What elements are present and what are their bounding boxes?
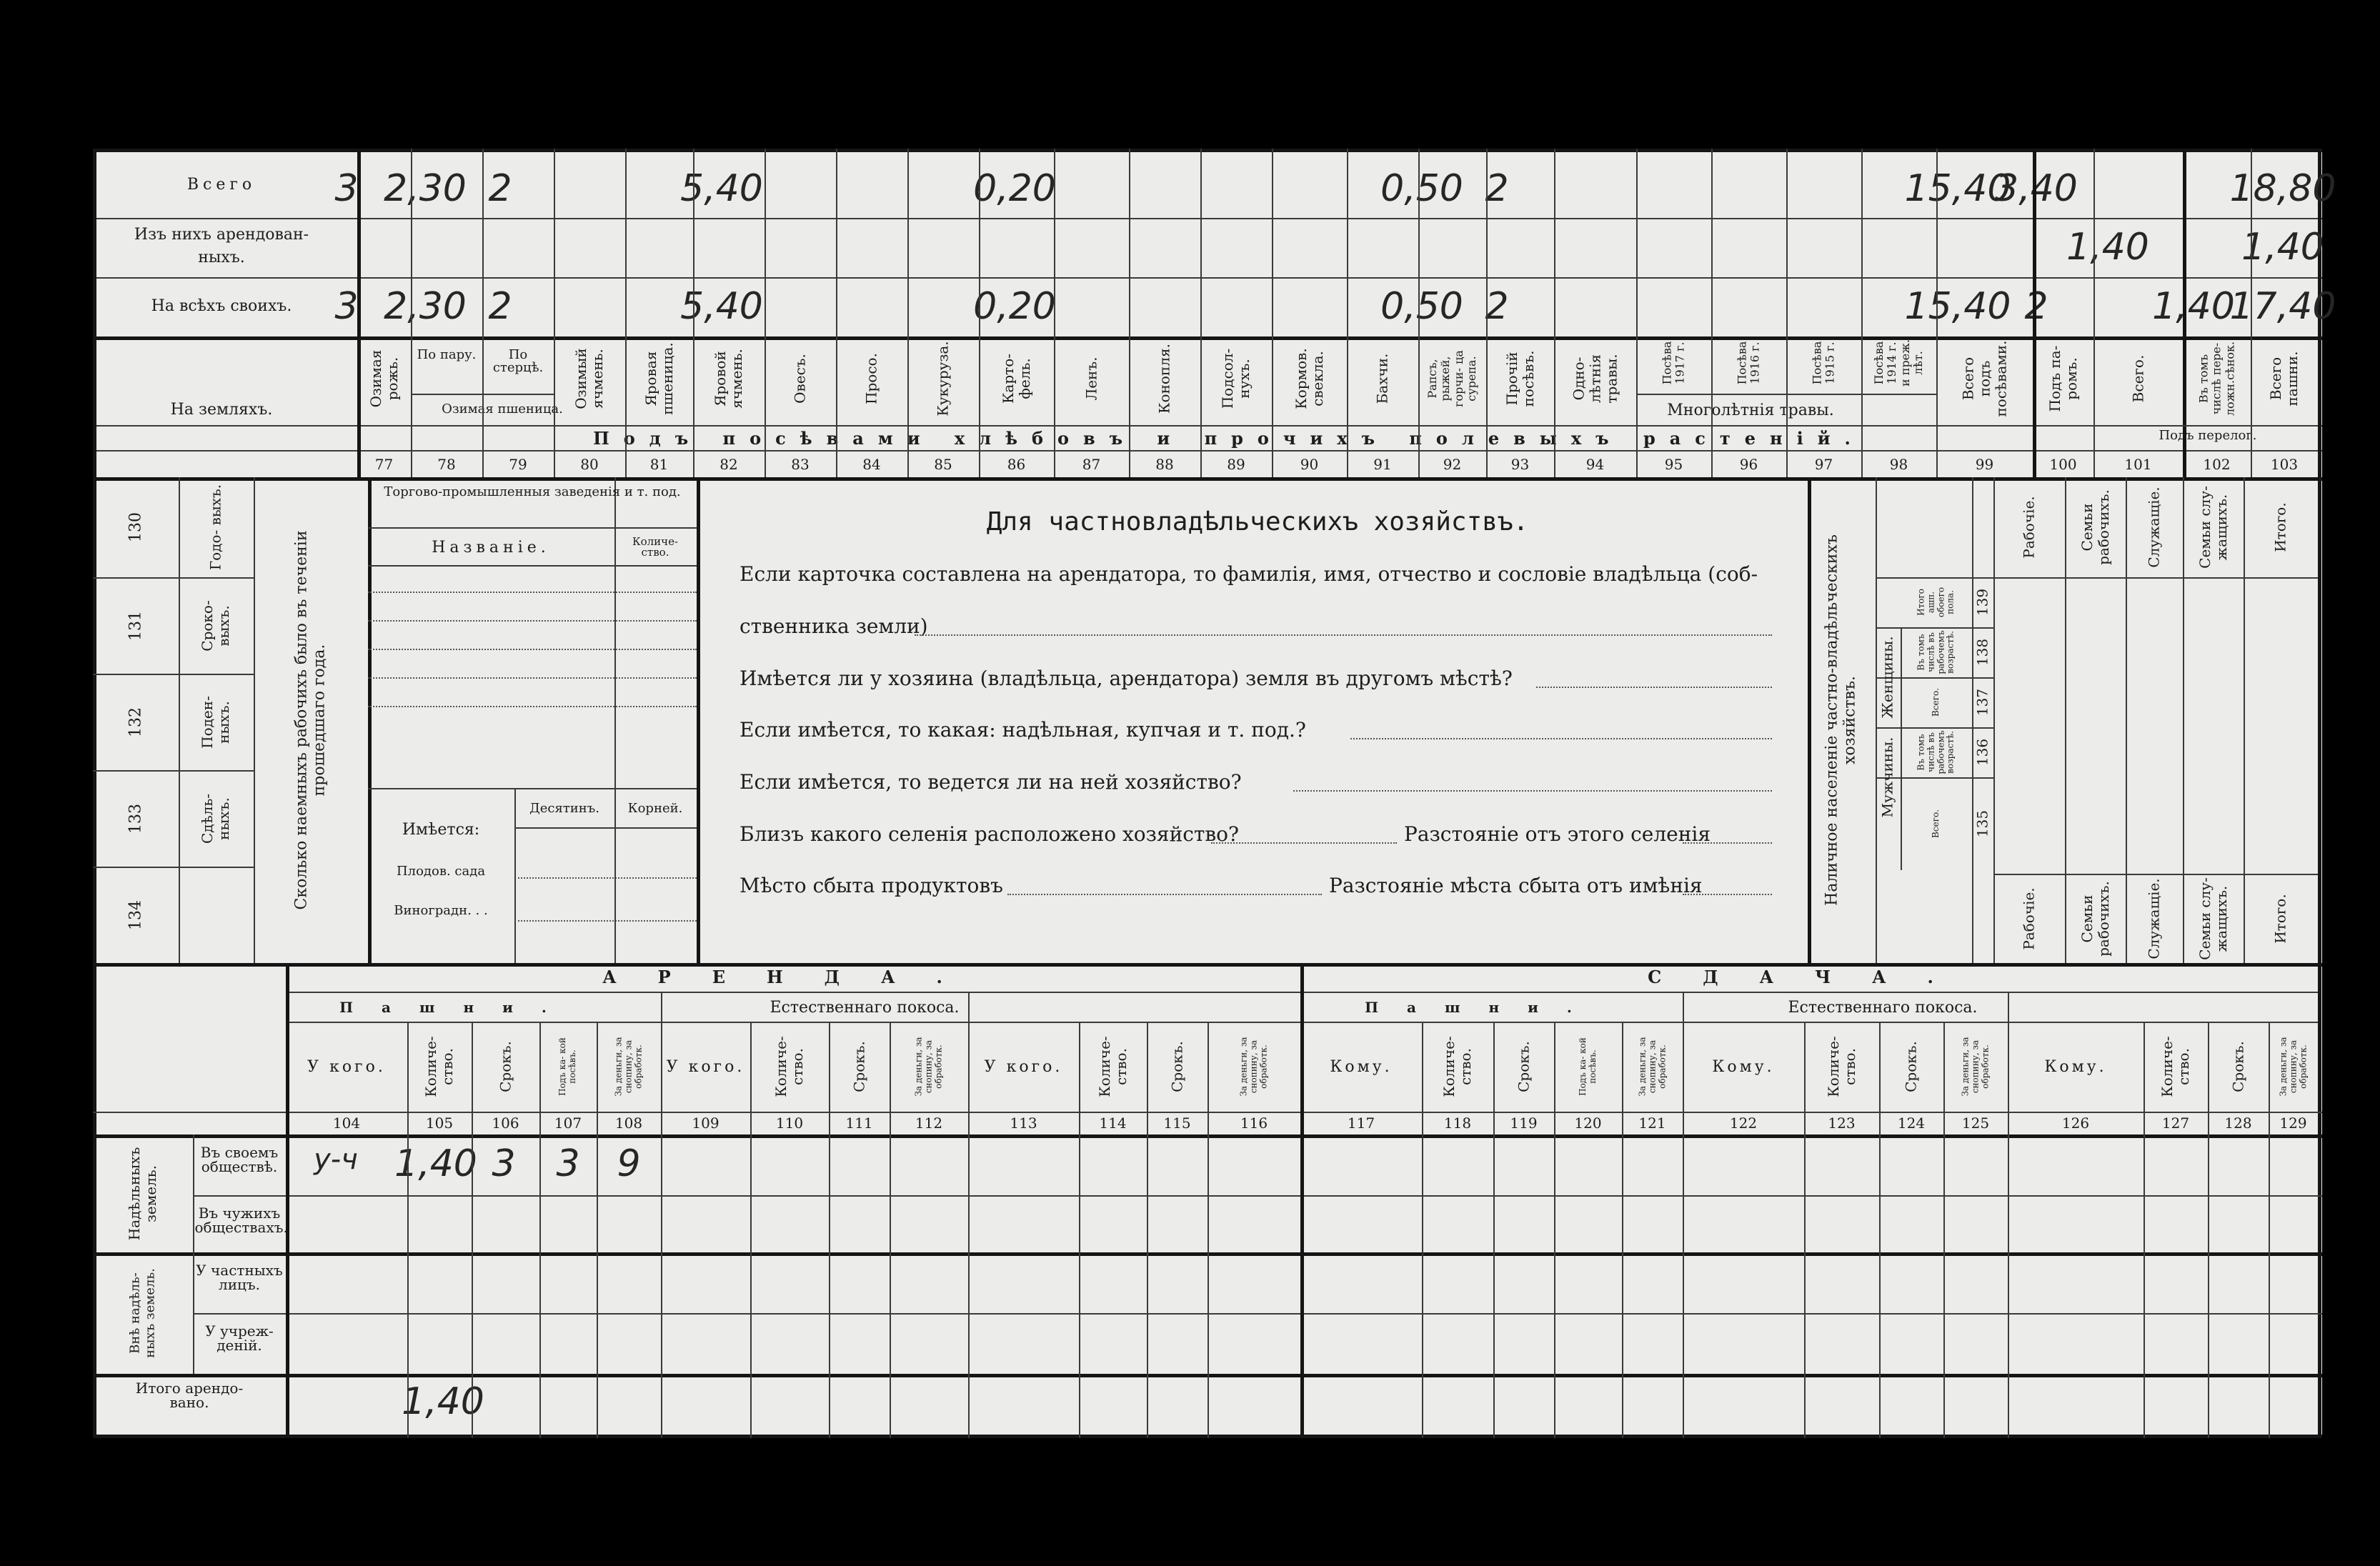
bottom-col-num-126: 126	[2061, 1114, 2090, 1132]
hw-vsego-86: 0,20	[973, 167, 1056, 210]
vineyard-label: Виноградн. . .	[394, 903, 488, 918]
form-line-7: Мѣсто сбыта продуктовъ	[740, 874, 1003, 897]
top-col-num-101: 101	[2124, 456, 2152, 473]
hw-svoih-86: 0,20	[973, 285, 1056, 328]
garden-label: Плодов. сада	[396, 864, 486, 879]
bottom-col-label-110: Количе- ство.	[772, 1036, 806, 1097]
right-col-top-0: Рабочiе.	[2020, 496, 2038, 559]
bottom-col-num-120: 120	[1574, 1114, 1602, 1132]
bottom-col-label-107: Подъ ка- кой посѣвъ.	[557, 1037, 577, 1096]
has-label: Имѣется:	[402, 821, 480, 839]
desyatin-header: Десятинъ.	[529, 801, 599, 816]
top-col-label-90: Кормов. свекла.	[1292, 348, 1326, 409]
bottom-col-num-105: 105	[425, 1114, 454, 1132]
row-label-arendovannyh: Изъ нихъ арендован-	[134, 226, 309, 244]
group-ozimaya-pshenica: Озимая пшеница.	[442, 402, 563, 417]
top-col-label-81: Яровая пшеница.	[642, 342, 676, 415]
worker-num-132: 132	[126, 707, 145, 737]
row-label-arendovannyh-2: ныхъ.	[198, 249, 245, 266]
worker-num-134: 134	[126, 899, 145, 930]
bottom-col-num-114: 114	[1099, 1114, 1127, 1132]
bottom-col-label-128: Срокъ.	[2229, 1041, 2246, 1092]
top-col-num-99: 99	[1975, 456, 1994, 473]
hw-svoih-93: 2	[1485, 285, 1509, 328]
presence-title: Наличное населенiе частно-владѣльческихъ хозяйствъ.	[1823, 534, 1859, 906]
nadel-label: Надѣльныхъ земель.	[126, 1147, 159, 1241]
hw-rent-kolvo: 1,40	[394, 1142, 477, 1185]
presence-label-138: Въ томъ числѣ въ рабочемъ возрастѣ.	[1916, 630, 1956, 674]
top-col-label-93: Прочiй посѣвъ.	[1503, 350, 1537, 407]
top-col-label-95: Посѣва 1917 г.	[1660, 341, 1687, 385]
presence-label-136: Въ томъ числѣ въ рабочемъ возрастѣ.	[1916, 730, 1956, 774]
form-line-1: Если карточка составлена на арендатора, то фамилiя, имя, отчество и сословiе владѣльца (соб-	[740, 562, 1758, 586]
top-col-label-79: По стерцѣ.	[492, 347, 544, 375]
top-col-num-94: 94	[1585, 456, 1605, 473]
top-col-label-89: Подсол- нухъ.	[1219, 348, 1253, 409]
bottom-col-num-113: 113	[1010, 1114, 1037, 1132]
top-col-num-95: 95	[1664, 456, 1683, 473]
hw-svoih-100: 2	[2024, 285, 2048, 328]
bottom-col-label-104: У кого.	[307, 1058, 386, 1076]
top-col-num-88: 88	[1155, 456, 1174, 473]
hw-svoih-77: 3	[334, 285, 359, 328]
top-col-num-78: 78	[437, 456, 456, 473]
bottom-col-num-106: 106	[492, 1114, 519, 1132]
top-col-num-77: 77	[374, 456, 394, 473]
bottom-col-label-106: Срокъ.	[497, 1041, 514, 1092]
presence-label-137: Всего.	[1931, 688, 1941, 717]
bottom-col-num-125: 125	[1961, 1114, 1990, 1132]
hw-svoih-99: 15,40	[1904, 285, 2011, 328]
form-line-6: Близъ какого селенiя расположено хозяйство?	[740, 822, 1240, 846]
hw-vsego-99: 15,40	[1904, 167, 2011, 210]
top-col-num-81: 81	[649, 456, 669, 473]
bottom-col-num-123: 123	[1828, 1114, 1856, 1132]
bottom-col-num-129: 129	[2279, 1114, 2307, 1132]
presence-num-136: 136	[1973, 738, 1991, 767]
bottom-col-num-121: 121	[1638, 1114, 1666, 1132]
bottom-col-label-122: Кому.	[1712, 1058, 1775, 1076]
top-col-num-92: 92	[1443, 456, 1462, 473]
hw-svoih-102: 1,40	[2152, 285, 2235, 328]
hw-vsego-82: 5,40	[680, 167, 763, 210]
top-col-label-91: Бахчи.	[1373, 353, 1391, 404]
right-col-top-3: Семьи слу- жащихъ.	[2196, 486, 2230, 569]
form-line-7b: Разстоянiе мѣста сбыта отъ имѣнiя	[1329, 874, 1703, 897]
form-line-2: ственника земли)	[740, 614, 928, 638]
top-col-label-100: Подъ па- ромъ.	[2046, 345, 2080, 412]
top-col-num-79: 79	[509, 456, 527, 473]
top-col-num-84: 84	[862, 456, 881, 473]
bottom-col-label-121: За деньги, за снопину, за обработк.	[1636, 1037, 1667, 1097]
bottom-col-num-124: 124	[1897, 1114, 1926, 1132]
presence-num-135: 135	[1973, 809, 1991, 838]
worker-label-130: Годо- выхъ.	[206, 484, 224, 571]
top-col-label-85: Кукуруза.	[934, 341, 952, 417]
arenda-pokos: Естественнаго покоса.	[770, 999, 960, 1017]
trade-count-header: Количе- ство.	[632, 535, 679, 559]
presence-num-139: 139	[1973, 588, 1991, 617]
trade-title: Торгово-промышленныя заведенiя и т. под.	[384, 484, 681, 499]
top-col-num-87: 87	[1082, 456, 1101, 473]
top-col-label-86: Карто- фель.	[999, 353, 1033, 404]
top-col-label-101: Всего.	[2129, 354, 2146, 403]
top-col-num-86: 86	[1007, 456, 1026, 473]
right-col-top-1: Семьи рабочихъ.	[2078, 489, 2112, 565]
women-label: Женщины.	[1878, 636, 1896, 719]
form-title: Для частновладѣльческихъ хозяйствъ.	[986, 507, 1529, 537]
top-col-num-98: 98	[1889, 456, 1908, 473]
sdacha-pokos: Естественнаго покоса.	[1788, 999, 1978, 1017]
census-card	[93, 149, 2336, 1438]
top-col-label-77: Озимая рожь.	[367, 349, 401, 408]
bottom-col-num-116: 116	[1240, 1114, 1268, 1132]
bottom-col-num-122: 122	[1729, 1114, 1758, 1132]
top-col-num-100: 100	[2049, 456, 2077, 473]
hw-vsego-92: 0,50	[1380, 167, 1463, 210]
hw-rent-obrab: 9	[617, 1142, 641, 1185]
hw-rent-kogo: у-ч	[314, 1143, 358, 1176]
top-col-label-103: Всего пашни.	[2267, 351, 2301, 407]
right-col-top-2: Служащiе.	[2145, 487, 2163, 568]
top-col-label-82: Яровой ячмень.	[712, 349, 745, 409]
top-col-label-88: Конопля.	[1155, 344, 1173, 414]
bottom-col-label-118: Количе- ство.	[1440, 1036, 1474, 1097]
top-col-label-97: Посѣва 1915 г.	[1810, 341, 1837, 385]
right-col-top-4: Итого.	[2271, 502, 2289, 552]
top-col-label-80: Озимый ячмень.	[572, 348, 606, 409]
row-chastnyh: У частныхъ лицъ.	[196, 1262, 283, 1293]
presence-label-139: Итого ашп. обоего пола.	[1916, 587, 1956, 618]
hw-svoih-79: 2	[488, 285, 512, 328]
right-col-bottom-0: Рабочiе.	[2020, 887, 2038, 950]
row-label-vsego: Всего	[186, 176, 257, 194]
worker-label-133: Сдѣль- ныхъ.	[199, 793, 232, 844]
top-col-label-96: Посѣва 1916 г.	[1735, 341, 1762, 385]
bottom-col-label-112: За деньги, за снопину, за обработк.	[913, 1037, 943, 1097]
bottom-col-label-117: Кому.	[1330, 1058, 1393, 1076]
bottom-col-num-118: 118	[1443, 1114, 1472, 1132]
row-chuzhih: Въ чужихъ обществахъ.	[194, 1205, 288, 1236]
right-col-bottom-3: Семьи слу- жащихъ.	[2196, 877, 2230, 960]
hw-svoih-103: 17,40	[2229, 285, 2336, 328]
top-col-num-83: 83	[791, 456, 810, 473]
row-label-svoih: На всѣхъ своихъ.	[151, 297, 292, 315]
worker-num-130: 130	[126, 512, 145, 542]
arenda-pashni: Пашни.	[339, 999, 575, 1016]
hw-vsego-93: 2	[1485, 167, 1509, 210]
hw-vsego-78: 2,30	[384, 167, 467, 210]
presence-label-135: Всего.	[1931, 809, 1941, 838]
top-col-num-91: 91	[1373, 456, 1392, 473]
hw-svoih-78: 2,30	[384, 285, 467, 328]
top-col-num-89: 89	[1227, 456, 1245, 473]
bottom-col-label-124: Срокъ.	[1902, 1041, 1920, 1092]
top-col-num-93: 93	[1510, 456, 1530, 473]
hw-vsego-103: 18,80	[2229, 167, 2336, 210]
form-line-3: Имѣется ли у хозяина (владѣльца, арендатора) земля въ другомъ мѣстѣ?	[740, 667, 1513, 690]
worker-label-131: Сроко- выхъ.	[199, 599, 232, 652]
bottom-col-num-112: 112	[915, 1114, 943, 1132]
hw-svoih-82: 5,40	[680, 285, 763, 328]
top-col-label-99: Всего подъ посѣвами.	[1959, 340, 2009, 417]
bottom-col-label-113: У кого.	[984, 1058, 1063, 1076]
row-label-zemlyah: На земляхъ.	[170, 401, 273, 419]
bottom-col-label-120: Подъ ка- кой посѣвъ.	[1577, 1037, 1598, 1096]
bottom-col-num-117: 117	[1347, 1114, 1375, 1132]
right-col-bottom-4: Итого.	[2271, 894, 2289, 944]
top-col-num-103: 103	[2270, 456, 2299, 473]
presence-num-138: 138	[1973, 638, 1991, 667]
bottom-col-label-125: За деньги, за снопину, за обработк.	[1960, 1037, 1990, 1097]
vne-nadel-label: Внѣ надѣль- ныхъ земель.	[127, 1268, 157, 1358]
bottom-col-num-119: 119	[1510, 1114, 1538, 1132]
bottom-col-num-104: 104	[332, 1114, 361, 1132]
bottom-col-num-128: 128	[2224, 1114, 2252, 1132]
hw-arend-101: 1,40	[2066, 226, 2149, 269]
top-col-label-98: Посѣва 1914 г. и преж. лѣт.	[1871, 339, 1925, 386]
bottom-col-num-127: 127	[2161, 1114, 2190, 1132]
bottom-col-label-119: Срокъ.	[1515, 1041, 1532, 1092]
bottom-col-num-110: 110	[775, 1114, 804, 1132]
korney-header: Корней.	[627, 801, 683, 816]
row-uchrezhdeniy: У учреж- денiй.	[205, 1322, 274, 1354]
top-col-label-84: Просо.	[862, 353, 880, 404]
top-col-label-92: Рапсъ, рыжей, горчи- ца сурепа.	[1425, 350, 1478, 407]
bottom-col-num-108: 108	[614, 1114, 643, 1132]
hw-vsego-77: 3	[334, 167, 359, 210]
group-mnogoletnie-travy: Многолѣтнiя травы.	[1667, 402, 1834, 419]
bottom-col-label-127: Количе- ство.	[2159, 1036, 2192, 1097]
hw-svoih-92: 0,50	[1380, 285, 1463, 328]
top-col-num-80: 80	[580, 456, 599, 473]
top-banner: Подъ посѣвами хлѣбовъ и прочихъ полевыхъ растенiй.	[593, 428, 1865, 449]
top-col-label-102: Въ томъ числѣ пере- ложн.сѣнок.	[2196, 341, 2236, 417]
men-label: Мужчины.	[1878, 737, 1896, 818]
top-col-num-96: 96	[1739, 456, 1758, 473]
hw-arend-103: 1,40	[2241, 226, 2324, 269]
bottom-col-label-109: У кого.	[666, 1058, 745, 1076]
top-col-label-78: По пару.	[417, 347, 477, 362]
worker-label-132: Поден- ныхъ.	[199, 695, 232, 749]
presence-num-137: 137	[1973, 688, 1991, 717]
bottom-col-num-107: 107	[554, 1114, 582, 1132]
top-col-num-102: 102	[2203, 456, 2231, 473]
workers-title: Сколько наемныхъ рабочихъ было въ теченiи прошедшаго года.	[292, 530, 329, 910]
top-col-num-82: 82	[720, 456, 738, 473]
bottom-col-label-114: Количе- ство.	[1095, 1036, 1130, 1097]
top-col-label-83: Овесъ.	[791, 354, 809, 404]
sdacha-title: СДАЧА.	[1648, 967, 1975, 987]
top-col-num-97: 97	[1814, 456, 1833, 473]
worker-num-131: 131	[126, 610, 145, 641]
row-svoem: Въ своемъ обществѣ.	[200, 1144, 279, 1175]
form-line-6b: Разстоянiе отъ этого селенiя	[1404, 822, 1711, 846]
bottom-col-label-129: За деньги, за снопину, за обработк.	[2277, 1037, 2308, 1097]
bottom-col-label-123: Количе- ство.	[1824, 1036, 1858, 1097]
form-line-5: Если имѣется, то ведется ли на ней хозяйство?	[740, 770, 1242, 794]
form-line-4: Если имѣется, то какая: надѣльная, купчая и т. под.?	[740, 718, 1306, 742]
group-pod-perelog: Подъ перелог.	[2159, 428, 2257, 443]
top-col-num-85: 85	[934, 456, 952, 473]
bottom-col-label-126: Кому.	[2044, 1058, 2107, 1076]
row-itogo-arendovano: Итого арендо- вано.	[135, 1380, 244, 1411]
bottom-col-label-115: Срокъ.	[1168, 1041, 1185, 1092]
hw-vsego-79: 2	[488, 167, 512, 210]
top-col-label-94: Одно- лѣтнiя травы.	[1570, 354, 1620, 404]
sdacha-pashni: Пашни.	[1365, 999, 1600, 1016]
right-col-bottom-1: Семьи рабочихъ.	[2078, 881, 2112, 957]
hw-rent-srok: 3	[492, 1142, 516, 1185]
right-col-bottom-2: Служащiе.	[2145, 878, 2163, 959]
trade-name-header: Названiе.	[432, 539, 550, 557]
top-col-num-90: 90	[1300, 456, 1319, 473]
hw-rent-itogo: 1,40	[402, 1380, 484, 1423]
bottom-col-label-108: За деньги, за снопину, за обработк.	[613, 1037, 643, 1097]
bottom-col-label-105: Количе- ство.	[422, 1036, 456, 1097]
bottom-col-num-115: 115	[1163, 1114, 1191, 1132]
hw-rent-posev: 3	[556, 1142, 580, 1185]
hw-vsego-100: 3,40	[1995, 167, 2078, 210]
arenda-title: АРЕНДА.	[602, 967, 984, 987]
bottom-col-label-116: За деньги, за снопину, за обработк.	[1238, 1037, 1268, 1097]
bottom-col-num-109: 109	[692, 1114, 720, 1132]
bottom-col-label-111: Срокъ.	[850, 1041, 867, 1092]
bottom-col-num-111: 111	[845, 1114, 873, 1132]
top-col-label-87: Ленъ.	[1082, 356, 1100, 401]
worker-num-133: 133	[126, 803, 145, 834]
